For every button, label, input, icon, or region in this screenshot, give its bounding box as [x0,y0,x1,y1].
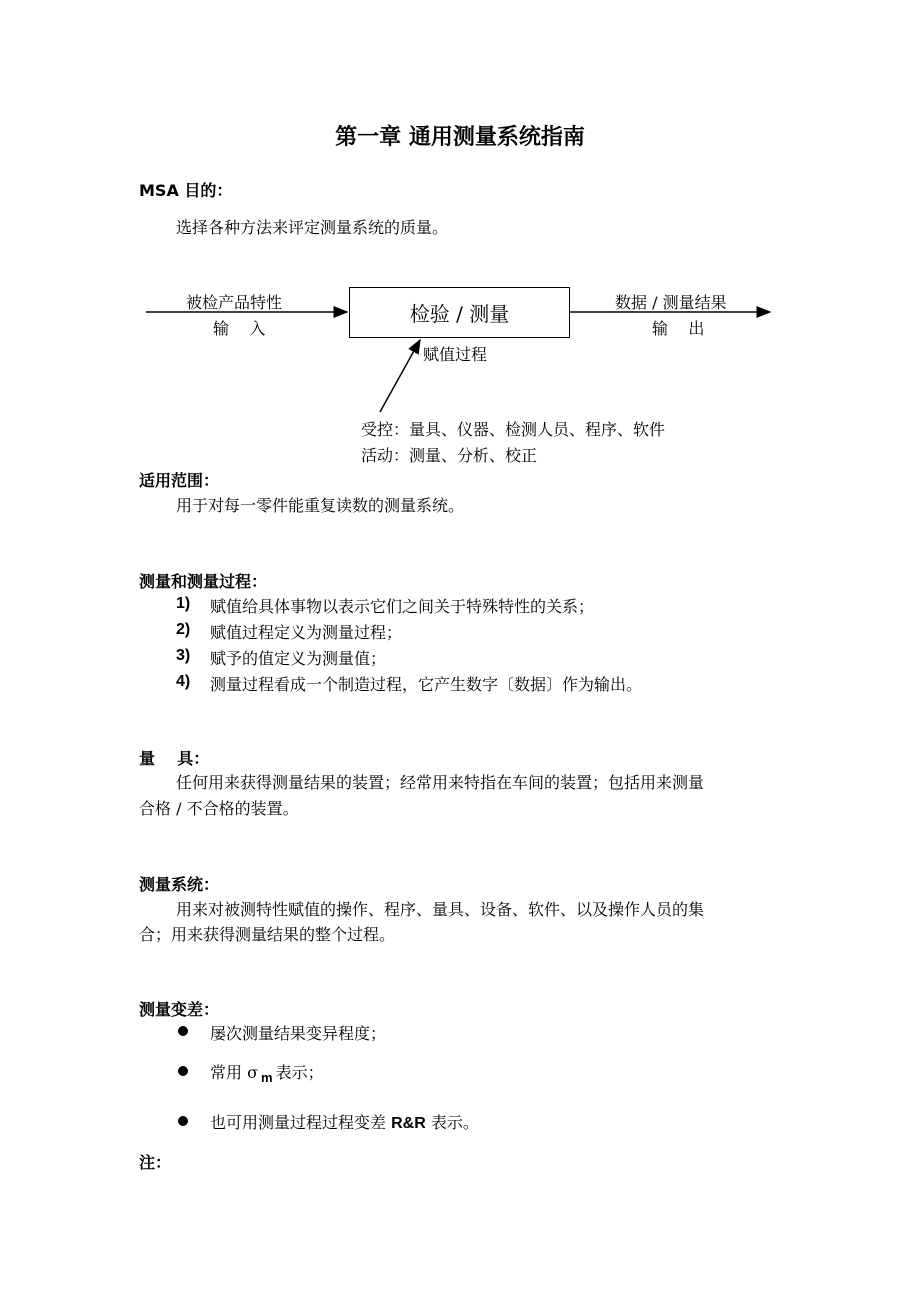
variation-bullet-1: 屡次测量结果变异程度； [210,1024,387,1043]
gauge-text-line2: 合格 / 不合格的装置。 [139,799,299,818]
process-item-number: 1) [176,595,191,612]
rr-text-post: 表示。 [425,1113,479,1132]
bullet-icon [178,1026,188,1036]
output-label: 数据 / 测量结果 [615,293,727,312]
gauge-text-line1: 任何用来获得测量结果的装置；经常用来特指在车间的装置；包括用来测量 [176,773,705,792]
process-item-text: 赋值过程定义为测量过程； [210,623,403,642]
sigma-subscript: m [261,1070,273,1085]
bullet-icon [178,1066,188,1076]
process-item-text: 赋予的值定义为测量值； [210,649,387,668]
control-arrow [380,340,420,412]
rr-bold: R&R [391,1115,426,1132]
system-text-line1: 用来对被测特性赋值的操作、程序、量具、设备、软件、以及操作人员的集 [176,900,705,919]
system-text-line2: 合；用来获得测量结果的整个过程。 [139,925,396,944]
scope-text: 用于对每一零件能重复读数的测量系统。 [176,496,465,515]
variation-bullet-3 [210,1110,479,1133]
process-item-text: 赋值给具体事物以表示它们之间关于特殊特性的关系； [210,597,595,616]
process-item-number: 2) [176,621,191,638]
variation-bullet-2 [210,1060,324,1083]
process-label: 赋值过程 [423,345,488,364]
scope-heading: 适用范围： [139,471,220,490]
controlled-label: 受控：量具、仪器、检测人员、程序、软件 [361,420,666,439]
measurement-diagram [0,0,920,470]
msa-text: 选择各种方法来评定测量系统的质量。 [176,218,449,237]
sigma-suffix: 表示； [275,1063,324,1082]
process-heading: 测量和测量过程： [139,572,268,591]
bullet-icon [178,1116,188,1126]
process-item-number: 4) [176,673,191,690]
rr-text-pre: 也可用测量过程过程变差 [210,1113,392,1132]
process-item-text: 测量过程看成一个制造过程，它产生数字〔数据〕作为输出。 [210,675,643,694]
note-heading: 注： [139,1153,172,1172]
activities-label: 活动：测量、分析、校正 [361,446,538,465]
msa-heading: MSA 目的： [139,181,233,200]
sigma-text: 常用 σ [210,1063,259,1082]
input-sub-label: 输 入 [213,319,266,338]
output-sub-label: 输 出 [652,319,705,338]
inspection-box [349,287,570,338]
system-heading: 测量系统： [139,875,220,894]
variation-heading: 测量变差： [139,1000,220,1019]
input-label: 被检产品特性 [186,293,283,312]
gauge-heading: 量 具： [139,749,210,768]
inspection-box-label: 检验 / 测量 [409,302,510,326]
process-item-number: 3) [176,647,191,664]
page-title: 第一章 通用测量系统指南 [335,125,585,150]
